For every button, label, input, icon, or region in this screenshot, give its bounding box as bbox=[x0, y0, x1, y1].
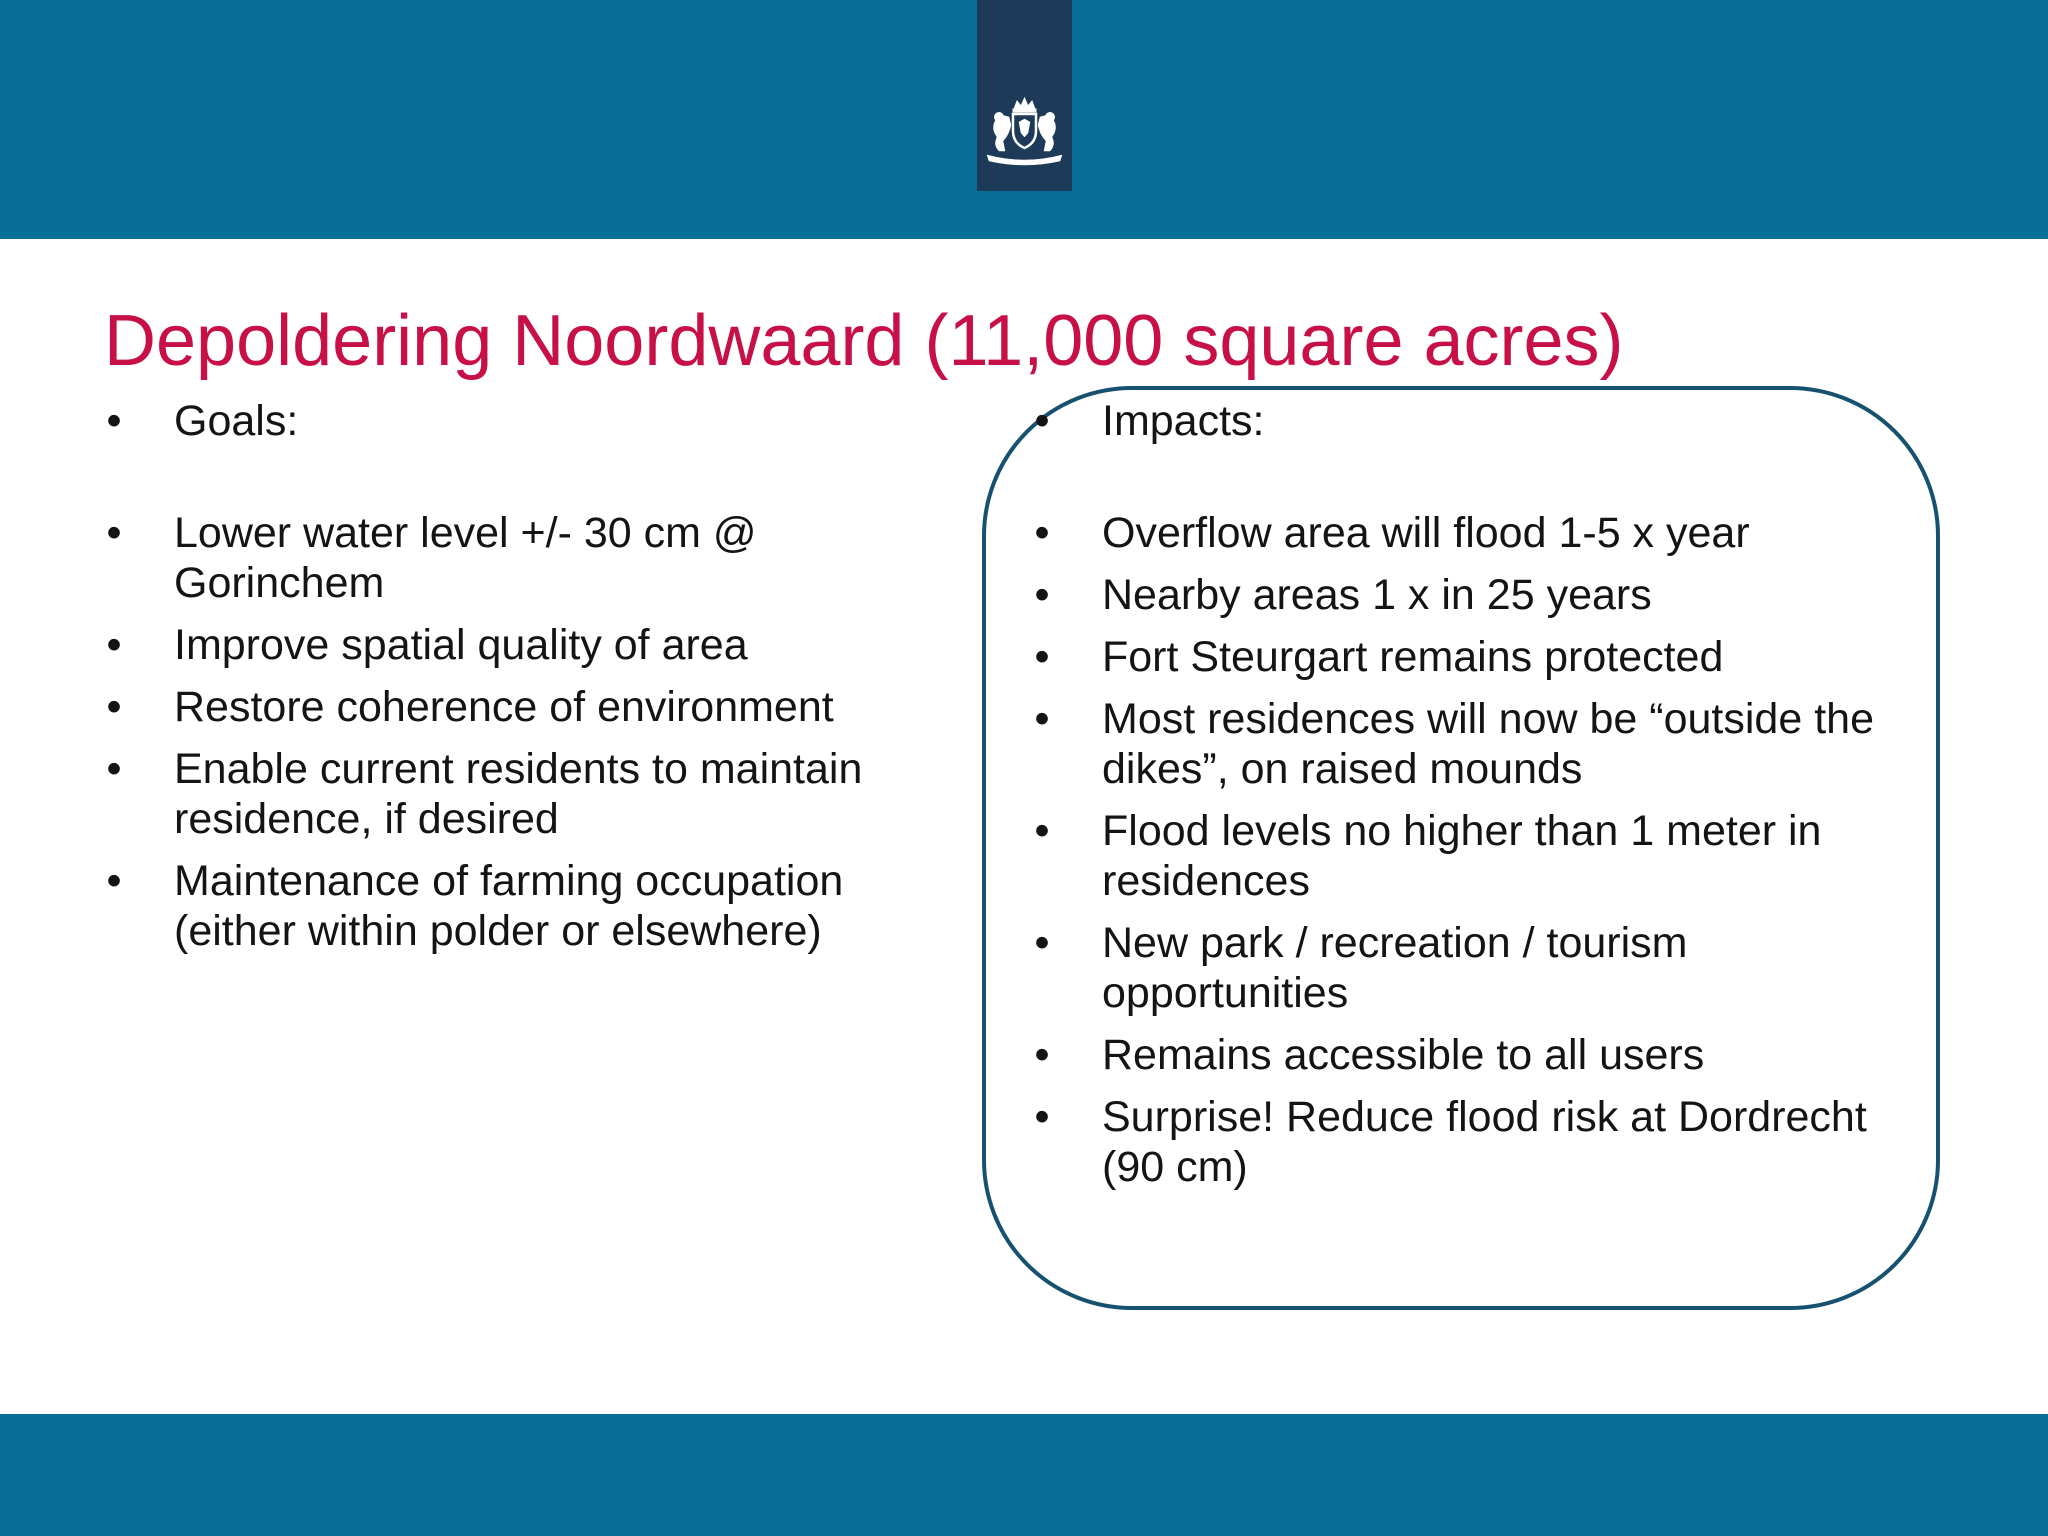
goal-item-text: Maintenance of farming occupation (either within polder or elsewhere) bbox=[174, 857, 844, 955]
bullet: • bbox=[1034, 397, 1050, 445]
impact-item-text: Overflow area will flood 1-5 x year bbox=[1102, 509, 1750, 557]
goal-item bbox=[104, 508, 964, 608]
impact-item-text: New park / recreation / tourism opportunities bbox=[1102, 919, 1688, 1017]
impact-item-text: Surprise! Reduce flood risk at Dordrecht (90 cm) bbox=[1102, 1093, 1867, 1191]
bullet: • bbox=[1034, 695, 1050, 743]
goals-heading-text: Goals: bbox=[174, 397, 299, 445]
footer-band bbox=[0, 1414, 2048, 1536]
goal-item bbox=[104, 856, 964, 956]
bullet: • bbox=[106, 509, 122, 557]
bullet: • bbox=[1034, 1093, 1050, 1141]
bullet: • bbox=[1034, 509, 1050, 557]
goal-item-text: Restore coherence of environment bbox=[174, 683, 834, 731]
impact-item bbox=[1032, 1092, 1892, 1192]
impact-item-text: Flood levels no higher than 1 meter in residences bbox=[1102, 807, 1822, 905]
bullet: • bbox=[106, 397, 122, 445]
bullet: • bbox=[1034, 633, 1050, 681]
goal-item-text: Lower water level +/- 30 cm @ Gorinchem bbox=[174, 509, 757, 607]
bullet: • bbox=[1034, 1031, 1050, 1079]
impact-item bbox=[1032, 918, 1892, 1018]
impacts-column bbox=[1032, 396, 1892, 1204]
impacts-heading-text: Impacts: bbox=[1102, 397, 1265, 445]
slide-title: Depoldering Noordwaard (11,000 square acres) bbox=[104, 301, 1624, 381]
bullet: • bbox=[106, 621, 122, 669]
impact-item-text: Most residences will now be “outside the dikes”, on raised mounds bbox=[1102, 695, 1874, 793]
goal-item bbox=[104, 682, 964, 732]
impact-item bbox=[1032, 632, 1892, 682]
bullet: • bbox=[1034, 807, 1050, 855]
goal-item bbox=[104, 620, 964, 670]
logo-block bbox=[977, 0, 1072, 191]
bullet: • bbox=[1034, 919, 1050, 967]
goal-item-text: Enable current residents to maintain residence, if desired bbox=[174, 745, 863, 843]
goals-column bbox=[104, 396, 964, 968]
impact-item-text: Remains accessible to all users bbox=[1102, 1031, 1705, 1079]
bullet: • bbox=[106, 857, 122, 905]
bullet: • bbox=[1034, 571, 1050, 619]
impact-item bbox=[1032, 570, 1892, 620]
royal-coat-of-arms-icon bbox=[981, 95, 1068, 167]
impact-item-text: Fort Steurgart remains protected bbox=[1102, 633, 1724, 681]
bullet: • bbox=[106, 683, 122, 731]
impact-item bbox=[1032, 508, 1892, 558]
bullet: • bbox=[106, 745, 122, 793]
impact-item-text: Nearby areas 1 x in 25 years bbox=[1102, 571, 1652, 619]
impact-item bbox=[1032, 694, 1892, 794]
goal-item-text: Improve spatial quality of area bbox=[174, 621, 748, 669]
goals-heading bbox=[104, 396, 964, 446]
goal-item bbox=[104, 744, 964, 844]
impact-item bbox=[1032, 806, 1892, 906]
impact-item bbox=[1032, 1030, 1892, 1080]
impacts-heading bbox=[1032, 396, 1892, 446]
